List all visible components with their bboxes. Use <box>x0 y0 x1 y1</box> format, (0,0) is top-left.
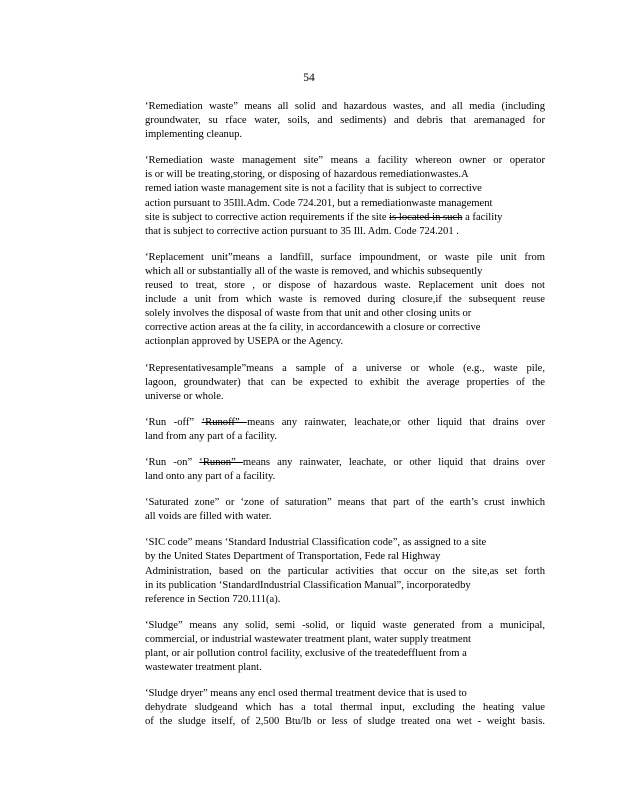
text-run: a facility <box>462 211 503 223</box>
text-line <box>145 579 545 593</box>
text-line <box>145 536 545 550</box>
text-run: means any rainwater, leachate,or other liquid that drains over <box>247 416 545 428</box>
definition-saturated-zone <box>145 496 545 524</box>
body-text <box>145 100 545 741</box>
definition-sludge-dryer <box>145 687 545 729</box>
text-run: means any rainwater, leachate, or other liquid that drains over <box>242 456 545 468</box>
text-run: include a unit from which waste is removed during closure,if the subsequent reuse <box>145 294 545 306</box>
text-run: which all or substantially all of the waste is removed, and whichis subsequently <box>145 265 483 277</box>
text-line <box>145 293 545 307</box>
text-run: ‘Representativesample”means a sample of a universe or whole (e.g., waste pile, <box>145 362 545 374</box>
text-run: ‘Run -on” <box>145 456 200 468</box>
definition-replacement-unit <box>145 251 545 350</box>
text-line <box>145 335 545 349</box>
text-run: implementing cleanup. <box>145 129 243 141</box>
definition-run-off <box>145 416 545 444</box>
text-line <box>145 211 545 225</box>
text-line <box>145 251 545 265</box>
text-run: groundwater, su rface water, soils, and sediments) and debris that aremanaged for <box>145 115 545 127</box>
struck-text: ‘Runoff” <box>201 416 248 428</box>
text-run: all voids are filled with water. <box>145 511 272 523</box>
text-line <box>145 225 545 239</box>
text-line <box>145 100 545 114</box>
text-line <box>145 154 545 168</box>
text-run: ‘Remediation waste management site” means a facility whereon owner or operator <box>145 155 545 167</box>
text-run: ‘Remediation waste” means all solid and hazardous wastes, and all media (including <box>145 101 545 112</box>
text-run: site is subject to corrective action requirements if the site <box>145 211 390 223</box>
text-run: ‘Saturated zone” or ‘zone of saturation” means that part of the earth’s crust inwhich <box>145 497 545 509</box>
text-run: land from any part of a facility. <box>145 430 277 442</box>
text-run: plant, or air pollution control facility, exclusive of the treatedeffluent from a <box>145 648 467 659</box>
text-line <box>145 168 545 182</box>
page-number: 54 <box>303 72 315 84</box>
definition-sic-code <box>145 536 545 606</box>
struck-text: ‘Runon” <box>199 456 243 468</box>
text-line <box>145 687 545 701</box>
text-line <box>145 715 545 729</box>
text-run: is or will be treating,storing, or disposing of hazardous remediationwastes.A <box>145 169 469 181</box>
text-line <box>145 456 545 470</box>
text-line <box>145 321 545 335</box>
text-line <box>145 114 545 128</box>
text-run: Administration, based on the particular activities that occur on the site,as set forth <box>145 565 545 577</box>
text-run: ‘Replacement unit”means a landfill, surface impoundment, or waste pile unit from <box>145 251 545 263</box>
text-line <box>145 307 545 321</box>
text-run: corrective action areas at the fa cility, in accordancewith a closure or corrective <box>145 322 481 334</box>
text-line <box>145 510 545 524</box>
text-run: of the sludge itself, of 2,500 Btu/lb or less of sludge treated ona wet - weight basis. <box>145 716 545 728</box>
text-run: that is subject to corrective action pursuant to 35 Ill. Adm. Code 724.201 . <box>145 225 459 237</box>
text-run: universe or whole. <box>145 390 224 402</box>
text-line <box>145 470 545 484</box>
text-line <box>145 619 545 633</box>
text-run: action pursuant to 35Ill.Adm. Code 724.201, but a remediationwaste management <box>145 197 493 209</box>
text-line <box>145 430 545 444</box>
text-run: dehydrate sludgeand which has a total thermal input, excluding the heating value <box>145 702 545 714</box>
text-line <box>145 416 545 430</box>
text-run: commercial, or industrial wastewater treatment plant, water supply treatment <box>145 633 471 645</box>
text-run: ‘SIC code” means ‘Standard Industrial Classification code”, as assigned to a site <box>145 537 487 549</box>
struck-text: is located in such <box>389 211 463 223</box>
text-line <box>145 265 545 279</box>
text-line <box>145 279 545 293</box>
text-line <box>145 496 545 510</box>
text-run: in its publication ‘StandardIndustrial Classification Manual”, incorporatedby <box>145 579 471 591</box>
text-run: remed iation waste management site is not a facility that is subject to corrective <box>145 183 482 195</box>
text-line <box>145 128 545 142</box>
text-line <box>145 390 545 404</box>
text-run: ‘Run -off” <box>145 416 202 428</box>
text-line <box>145 593 545 607</box>
text-line <box>145 565 545 579</box>
text-line <box>145 550 545 564</box>
definition-representative-sample <box>145 362 545 404</box>
text-run: wastewater treatment plant. <box>145 662 262 674</box>
definition-remediation-waste-management-site <box>145 154 545 239</box>
text-line <box>145 701 545 715</box>
definition-sludge <box>145 619 545 675</box>
definition-run-on <box>145 456 545 484</box>
text-line <box>145 197 545 211</box>
text-line <box>145 182 545 196</box>
text-line <box>145 376 545 390</box>
text-line <box>145 633 545 647</box>
text-line <box>145 661 545 675</box>
text-run: solely involves the disposal of waste from that unit and other closing units or <box>145 308 472 320</box>
definition-remediation-waste <box>145 100 545 142</box>
text-run: reused to treat, store , or dispose of hazardous waste. Replacement unit does not <box>145 280 545 292</box>
text-line <box>145 647 545 661</box>
text-run: ‘Sludge dryer” means any encl osed thermal treatment device that is used to <box>145 688 467 700</box>
text-run: by the United States Department of Transportation, Fede ral Highway <box>145 551 441 563</box>
text-run: actionplan approved by USEPA or the Agency. <box>145 336 344 348</box>
text-run: lagoon, groundwater) that can be expected to exhibit the average properties of the <box>145 376 545 388</box>
text-run: reference in Section 720.111(a). <box>145 593 281 605</box>
text-run: ‘Sludge” means any solid, semi -solid, or liquid waste generated from a municipal, <box>145 619 545 631</box>
text-line <box>145 362 545 376</box>
text-run: land onto any part of a facility. <box>145 471 276 483</box>
